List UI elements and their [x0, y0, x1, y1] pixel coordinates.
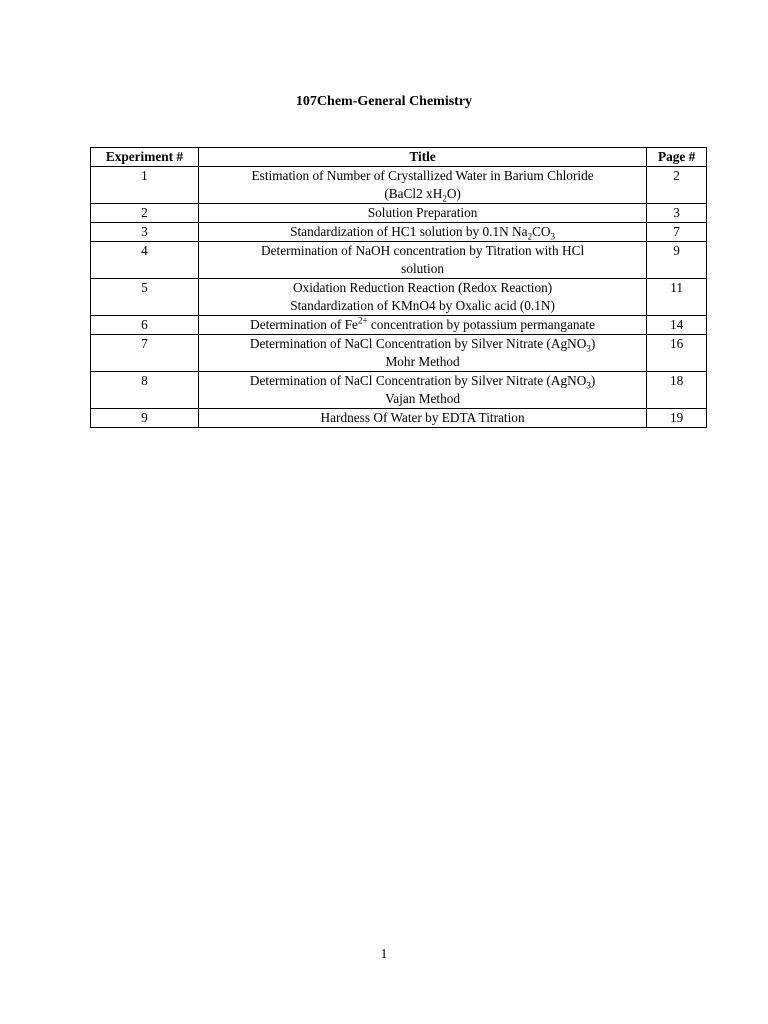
table-row: [91, 167, 707, 204]
page-ref: 19: [647, 409, 707, 428]
experiment-number: 4: [91, 242, 199, 279]
subscript: 2: [442, 193, 447, 204]
experiment-title: [198, 335, 646, 372]
page-ref: 11: [647, 279, 707, 316]
title-line: Oxidation Reduction Reaction (Redox Reaction): [292, 280, 553, 295]
table-row: [91, 409, 707, 428]
experiment-number: 6: [91, 316, 199, 335]
title-line: Vajan Method: [385, 391, 461, 406]
title-line: [203, 372, 642, 390]
page-ref: 7: [647, 223, 707, 242]
header-title: Title: [198, 148, 646, 167]
subscript: 3: [586, 343, 591, 354]
header-page-number: Page #: [647, 148, 707, 167]
title-text: CO: [532, 224, 551, 239]
experiments-table: [90, 147, 707, 428]
title-text: Determination of NaCl Concentration by Silver Nitrate (AgNO: [249, 373, 587, 388]
experiment-number: 7: [91, 335, 199, 372]
title-text: ): [590, 336, 596, 351]
experiment-title: [198, 167, 646, 204]
subscript: 3: [550, 231, 556, 242]
title-line: [203, 185, 642, 203]
experiment-title: Hardness Of Water by EDTA Titration: [198, 409, 646, 428]
page-ref: 2: [647, 167, 707, 204]
page-ref: 3: [647, 204, 707, 223]
experiment-number: 1: [91, 167, 199, 204]
title-line: [203, 335, 642, 353]
table-row: [91, 316, 707, 335]
experiment-title: [198, 372, 646, 409]
table-row: [91, 279, 707, 316]
table-row: [91, 372, 707, 409]
title-text: concentration by potassium permanganate: [367, 317, 595, 332]
title-line: Estimation of Number of Crystallized Water in Barium Chloride: [251, 168, 594, 183]
page-ref: 16: [647, 335, 707, 372]
experiment-title: [198, 223, 646, 242]
experiment-title: [198, 316, 646, 335]
title-text: O): [446, 186, 461, 201]
experiment-number: 5: [91, 279, 199, 316]
experiment-number: 9: [91, 409, 199, 428]
title-line: Mohr Method: [385, 354, 460, 369]
table-row: [91, 242, 707, 279]
page-ref: 18: [647, 372, 707, 409]
experiment-number: 2: [91, 204, 199, 223]
page-ref: 9: [647, 242, 707, 279]
experiment-title: [198, 242, 646, 279]
subscript: 2: [527, 231, 533, 242]
experiment-title: [198, 279, 646, 316]
table-header-row: [91, 148, 707, 167]
header-experiment-number: Experiment #: [91, 148, 199, 167]
title-line: solution: [401, 261, 444, 276]
title-line: Determination of NaOH concentration by Titration with HCl: [261, 243, 585, 258]
title-text: ): [590, 373, 596, 388]
subscript: 3: [586, 380, 591, 391]
title-text: Determination of NaCl Concentration by Silver Nitrate (AgNO: [249, 336, 587, 351]
title-text: (BaCl2 xH: [384, 186, 443, 201]
title-line: Standardization of KMnO4 by Oxalic acid (0.1N): [290, 298, 555, 313]
title-text: Determination of Fe: [250, 317, 358, 332]
table-row: [91, 223, 707, 242]
title-text: Standardization of HC1 solution by 0.1N Na: [290, 224, 528, 239]
table-row: [91, 204, 707, 223]
experiment-number: 8: [91, 372, 199, 409]
document-title: 107Chem-General Chemistry: [295, 94, 473, 109]
table-row: [91, 335, 707, 372]
experiment-number: 3: [91, 223, 199, 242]
page-ref: 14: [647, 316, 707, 335]
page-number: 1: [380, 946, 388, 961]
superscript: 2+: [357, 315, 368, 326]
experiment-title: Solution Preparation: [198, 204, 646, 223]
